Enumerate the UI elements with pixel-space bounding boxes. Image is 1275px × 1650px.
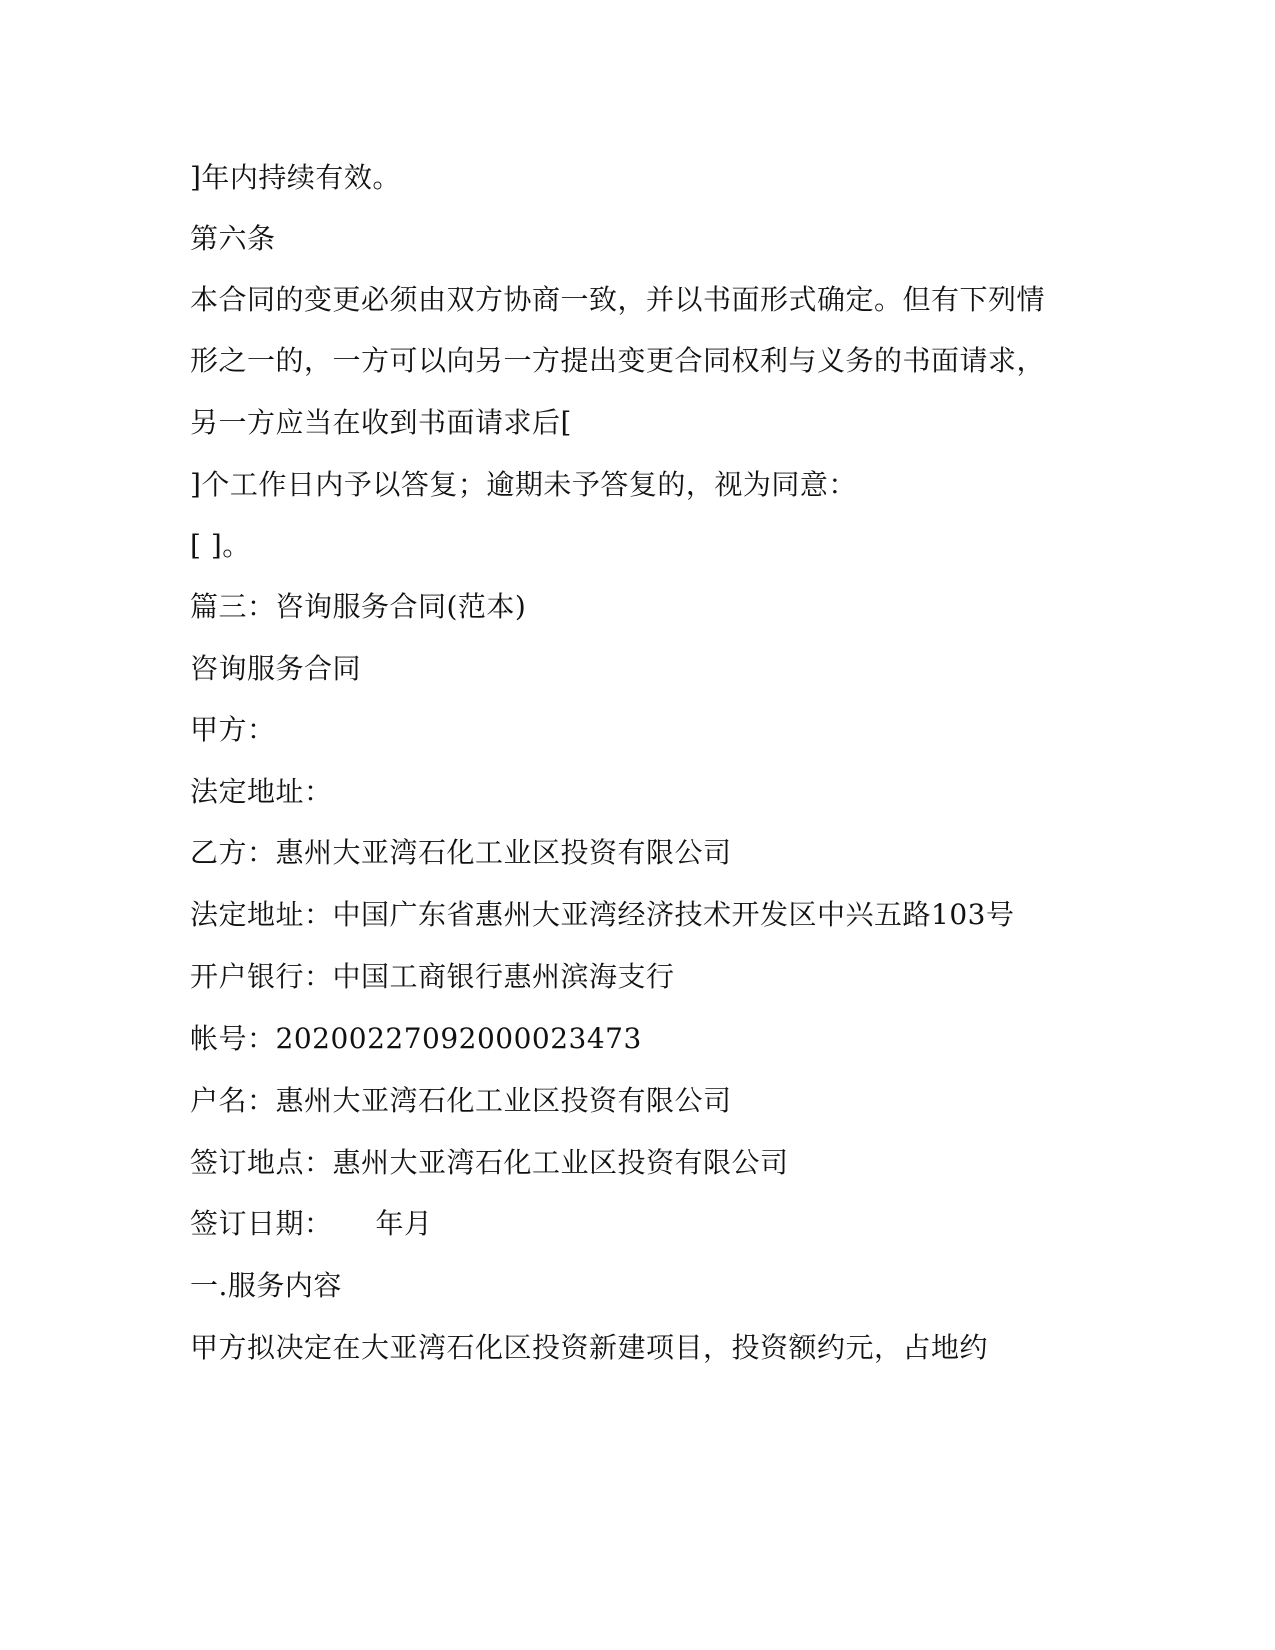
party-b-name: 乙方：惠州大亚湾石化工业区投资有限公司 bbox=[190, 836, 732, 869]
article-heading: 第六条 bbox=[190, 222, 276, 255]
party-b-address: 法定地址：中国广东省惠州大亚湾经济技术开发区中兴五路103号 bbox=[190, 898, 1015, 931]
account-number: 帐号：20200227092000023473 bbox=[190, 1022, 642, 1055]
text-line: ]个工作日内予以答复；逾期未予答复的，视为同意： bbox=[190, 468, 857, 501]
party-a-address: 法定地址： bbox=[190, 775, 333, 808]
signing-place: 签订地点：惠州大亚湾石化工业区投资有限公司 bbox=[190, 1146, 789, 1179]
party-a-label: 甲方： bbox=[190, 713, 276, 746]
text-line: ]年内持续有效。 bbox=[190, 161, 401, 194]
text-line: 甲方拟决定在大亚湾石化区投资新建项目，投资额约元，占地约 bbox=[190, 1331, 989, 1364]
text-line: [ ]。 bbox=[190, 529, 251, 562]
text-line: 本合同的变更必须由双方协商一致，并以书面形式确定。但有下列情 bbox=[190, 283, 1046, 316]
text-line: 形之一的，一方可以向另一方提出变更合同权利与义务的书面请求， bbox=[190, 344, 1046, 377]
contract-title: 咨询服务合同 bbox=[190, 652, 362, 685]
bank-name: 开户银行：中国工商银行惠州滨海支行 bbox=[190, 960, 675, 993]
section-heading: 篇三：咨询服务合同(范本) bbox=[190, 590, 527, 623]
account-holder: 户名：惠州大亚湾石化工业区投资有限公司 bbox=[190, 1084, 732, 1117]
service-heading: 一.服务内容 bbox=[190, 1269, 342, 1302]
text-line: 另一方应当在收到书面请求后[ bbox=[190, 406, 572, 439]
signing-date: 签订日期： 年月 bbox=[190, 1207, 433, 1240]
